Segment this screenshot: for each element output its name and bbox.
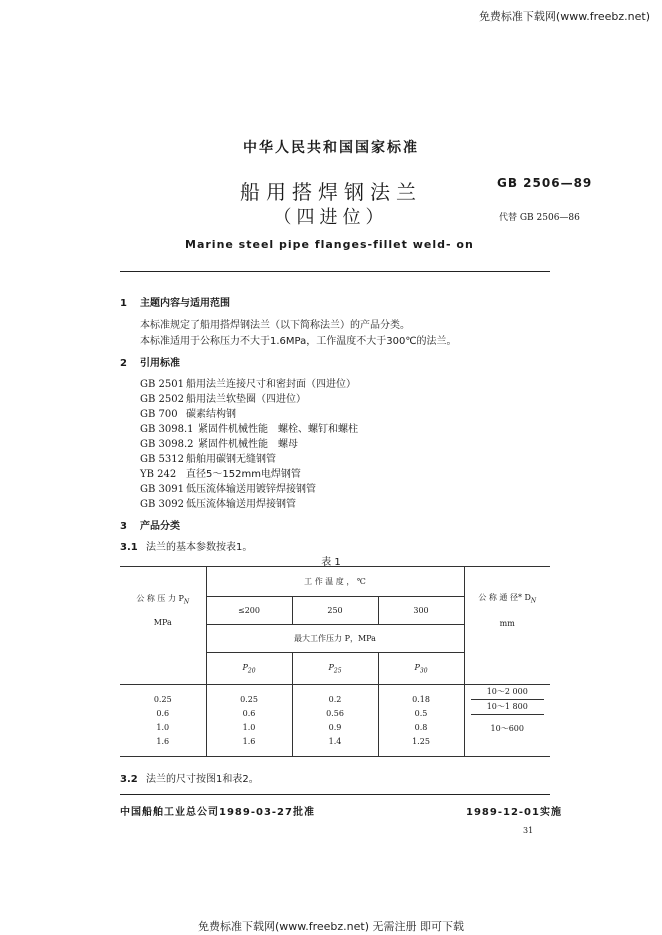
p-symbol-cell	[378, 653, 464, 685]
work-temp-header: 工 作 温 度 ， ℃	[206, 567, 464, 597]
reference-item	[140, 420, 358, 435]
ref-title: 船用法兰连接尺寸和密封面（四进位）	[186, 379, 356, 390]
reference-item	[140, 480, 316, 495]
dn-value: 10～1 800	[471, 700, 545, 715]
section-3-heading	[120, 517, 180, 532]
page-number: 31	[523, 826, 534, 835]
ref-code: GB 3098.1	[140, 424, 194, 435]
subsection-num: 3.1	[120, 542, 138, 553]
subsection-text: 法兰的尺寸按图1和表2。	[146, 774, 259, 785]
pn-value: 1.6	[156, 736, 170, 746]
reference-item	[140, 435, 298, 450]
p-symbol: P	[414, 662, 420, 672]
reference-item	[140, 495, 296, 510]
section-num: 1	[120, 298, 127, 309]
reference-item	[140, 375, 356, 390]
p30-value: 1.25	[412, 736, 430, 746]
nominal-diameter-sub: N	[530, 597, 537, 605]
p30-value: 0.18	[412, 694, 430, 704]
title-english: Marine steel pipe flanges-fillet weld- on	[185, 238, 474, 251]
nominal-pressure-sub: N	[183, 598, 190, 606]
ref-title: 低压流体输送用焊接钢管	[186, 499, 296, 510]
subsection-3-2	[120, 770, 259, 785]
ref-code: GB 2501	[140, 379, 184, 390]
section-title: 主题内容与适用范围	[140, 298, 230, 309]
paragraph: 本标准规定了船用搭焊钢法兰（以下简称法兰）的产品分类。	[140, 320, 410, 331]
pn-value: 0.25	[153, 694, 172, 704]
paragraph: 本标准适用于公称压力不大于1.6MPa，工作温度不大于300℃的法兰。	[140, 336, 457, 347]
reference-item	[140, 405, 236, 420]
max-pressure-header: 最大工作压力 P，MPa	[206, 625, 464, 653]
empty-cell	[120, 653, 206, 685]
pn-values-cell	[120, 685, 206, 757]
temp-cell: 250	[292, 597, 378, 625]
p-symbol-sub: 25	[333, 667, 342, 675]
ref-code: GB 2502	[140, 394, 184, 405]
pn-value: 0.6	[156, 708, 170, 718]
temp-cell: 300	[378, 597, 464, 625]
ref-code: YB 242	[140, 469, 177, 480]
ref-code: GB 5312	[140, 454, 184, 465]
watermark-bottom: 免费标准下载网(www.freebz.net) 无需注册 即可下载	[197, 920, 465, 933]
reference-item	[140, 465, 301, 480]
section-2-heading	[120, 354, 180, 369]
p30-values-cell	[378, 685, 464, 757]
subtitle-chinese: （四进位）	[273, 207, 389, 228]
p25-value: 0.9	[328, 722, 342, 732]
unit-mpa: MPa	[153, 617, 172, 627]
p25-values-cell	[292, 685, 378, 757]
section-num: 3	[120, 521, 127, 532]
header-rule	[120, 271, 550, 272]
p20-value: 0.6	[242, 708, 256, 718]
title-chinese: 船用搭焊钢法兰	[240, 180, 422, 204]
dn-value: 10～600	[490, 724, 524, 733]
ref-title: 紧固件机械性能 螺母	[198, 439, 298, 450]
p25-value: 1.4	[328, 736, 342, 746]
footer-rule	[120, 794, 550, 795]
ref-code: GB 3098.2	[140, 439, 194, 450]
ref-title: 低压流体输送用镀锌焊接钢管	[186, 484, 316, 495]
pn-value: 1.0	[156, 722, 170, 732]
p25-value: 0.56	[326, 708, 344, 718]
ref-title: 船舶用碳钢无缝钢管	[186, 454, 276, 465]
p30-value: 0.5	[414, 708, 428, 718]
section-num: 2	[120, 358, 127, 369]
ref-code: GB 3091	[140, 484, 184, 495]
temp-cell: ≤200	[206, 597, 292, 625]
p-symbol: P	[328, 662, 334, 672]
p30-value: 0.8	[414, 722, 428, 732]
p20-value: 0.25	[240, 694, 258, 704]
table-caption: 表 1	[321, 557, 341, 568]
ref-title: 船用法兰软垫圈（四进位）	[186, 394, 306, 405]
dn-value: 10～2 000	[471, 685, 545, 700]
reference-item	[140, 450, 276, 465]
nominal-diameter-label: 公 称 通 径* D	[478, 592, 531, 602]
replaces-standard: 代替 GB 2506—86	[499, 213, 580, 223]
empty-cell	[464, 653, 550, 685]
unit-mm: mm	[499, 618, 515, 628]
parameters-table	[120, 566, 550, 757]
dn-values-cell	[464, 685, 550, 757]
nominal-pressure-header	[120, 567, 206, 653]
section-title: 引用标准	[140, 358, 180, 369]
p-symbol: P	[242, 662, 248, 672]
subsection-text: 法兰的基本参数按表1。	[146, 542, 253, 553]
implementation-date: 1989-12-01实施	[466, 807, 562, 818]
p-symbol-sub: 20	[247, 667, 256, 675]
watermark-top: 免费标准下载网(www.freebz.net)	[478, 10, 650, 23]
p-symbol-cell	[206, 653, 292, 685]
section-title: 产品分类	[140, 521, 180, 532]
reference-item	[140, 390, 306, 405]
nominal-diameter-header	[464, 567, 550, 653]
p20-value: 1.6	[242, 736, 256, 746]
nominal-pressure-label: 公 称 压 力 P	[136, 593, 184, 603]
standard-number: GB 2506—89	[497, 176, 593, 190]
p-symbol-sub: 30	[419, 667, 428, 675]
p-symbol-cell	[292, 653, 378, 685]
standard-category: 中华人民共和国国家标准	[243, 140, 419, 156]
ref-title: 碳素结构钢	[186, 409, 236, 420]
subsection-num: 3.2	[120, 774, 138, 785]
ref-code: GB 700	[140, 409, 178, 420]
p25-value: 0.2	[328, 694, 342, 704]
ref-title: 直径5～152mm电焊钢管	[186, 469, 301, 480]
subsection-3-1	[120, 538, 252, 553]
ref-title: 紧固件机械性能 螺栓、螺钉和螺柱	[198, 424, 358, 435]
p20-values-cell	[206, 685, 292, 757]
ref-code: GB 3092	[140, 499, 184, 510]
section-1-heading	[120, 294, 230, 309]
p20-value: 1.0	[242, 722, 256, 732]
approval-text: 中国船舶工业总公司1989-03-27批准	[120, 807, 315, 818]
